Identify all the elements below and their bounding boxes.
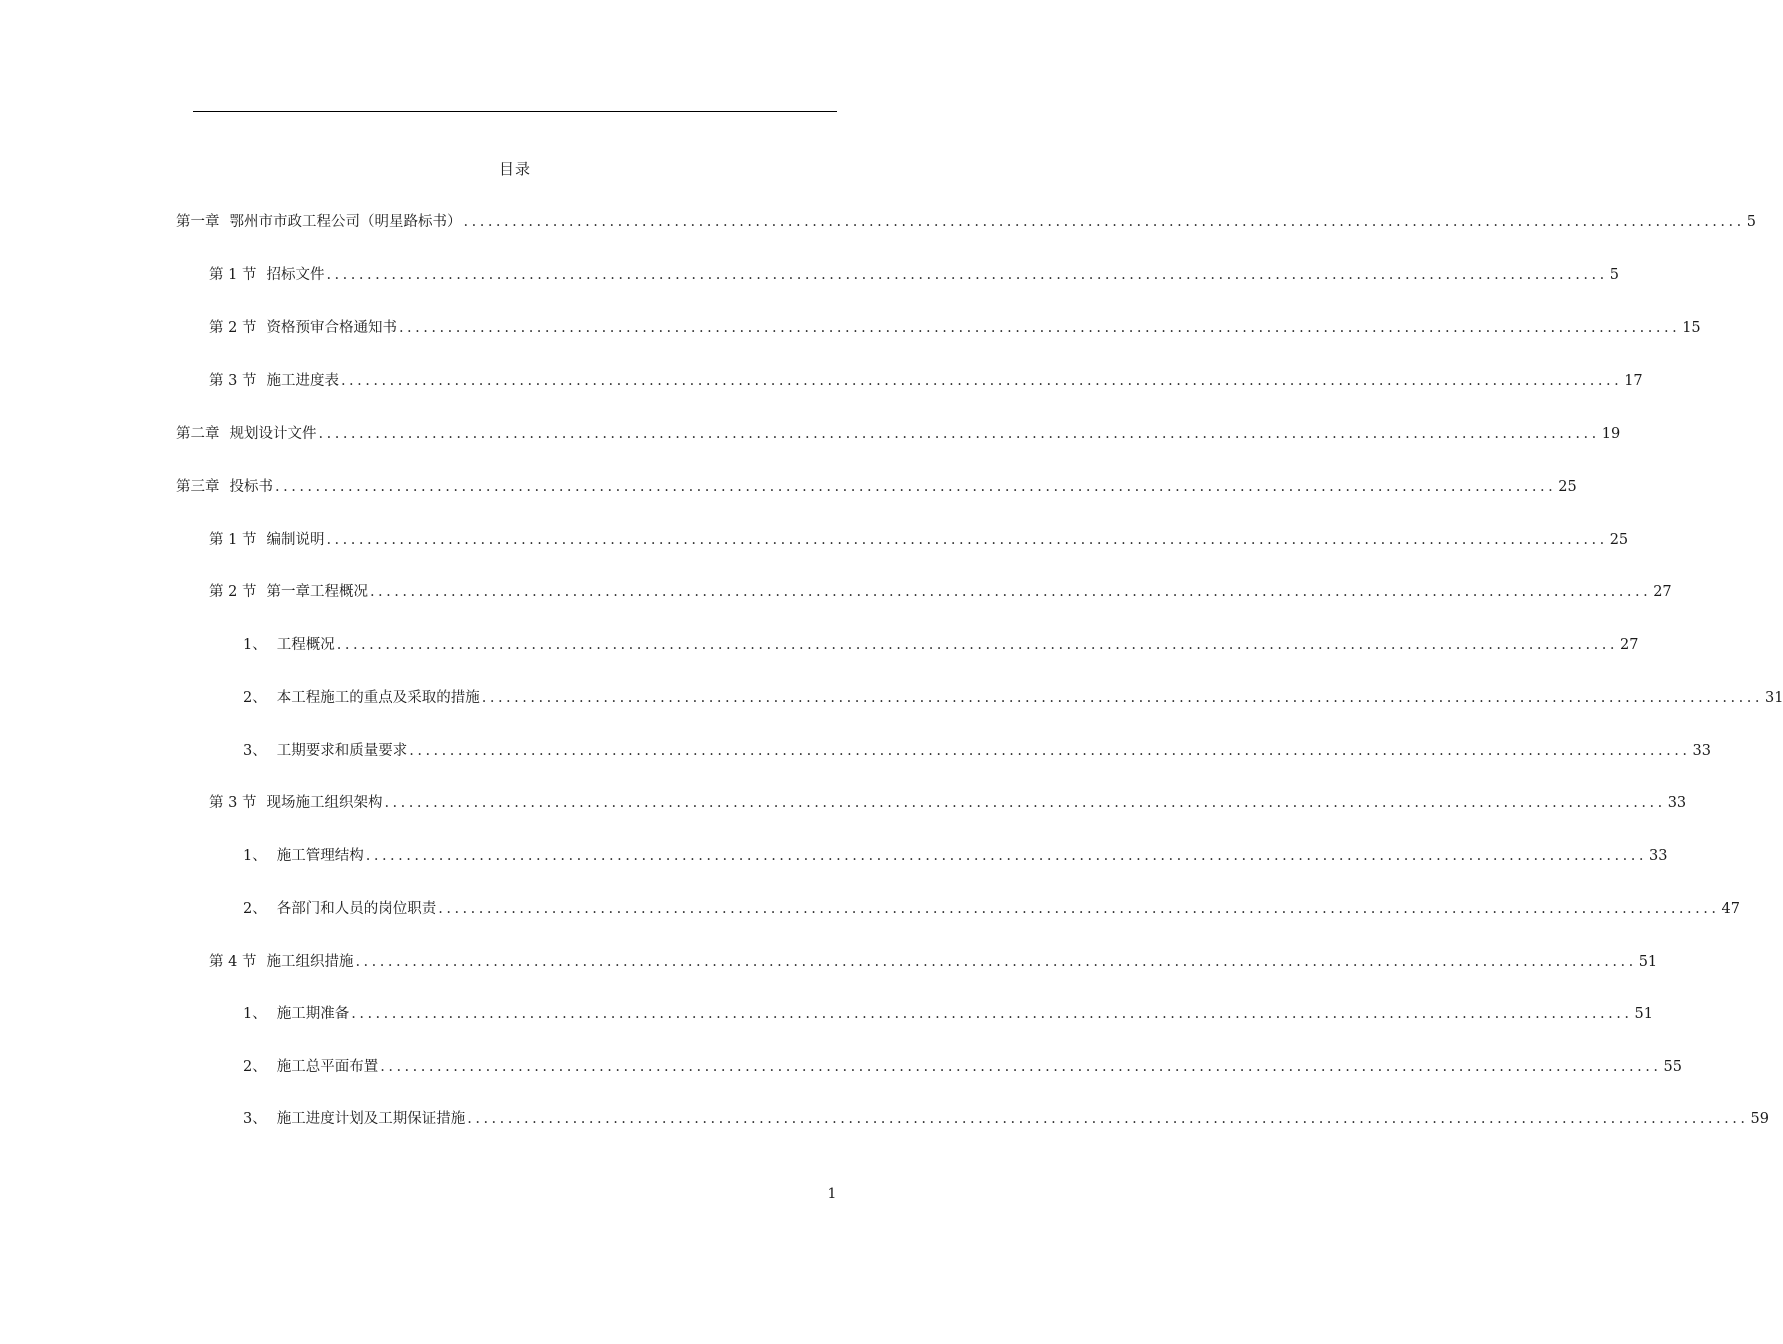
toc-entry-subsection[interactable]: 2、 各部门和人员的岗位职责 .............................................................................................................................................................. 47 (243, 898, 854, 920)
toc-leader-dots: .............................................................................................................................................................. (481, 690, 1763, 706)
toc-entry-section[interactable]: 第 1 节 招标文件 .............................................................................................................................................................. 5 (209, 264, 854, 286)
toc-entry-number: 1、 (243, 637, 267, 653)
toc-leader-dots: .............................................................................................................................................................. (326, 532, 1608, 548)
toc-entry-title: 工期要求和质量要求 (276, 743, 408, 759)
toc-leader-dots: .............................................................................................................................................................. (351, 1006, 1633, 1022)
toc-entry-subsection[interactable]: 1、 工程概况 .............................................................................................................................................................. 27 (243, 634, 854, 656)
toc-entry-title: 现场施工组织架构 (266, 795, 383, 811)
toc-entry-title: 第一章工程概况 (266, 584, 368, 600)
toc-entry-number: 3、 (243, 1111, 267, 1127)
toc-entry-number: 第 3 节 (209, 373, 257, 389)
toc-leader-dots: .............................................................................................................................................................. (340, 373, 1623, 389)
toc-entry-number: 2、 (243, 690, 267, 706)
toc-entry-number: 3、 (243, 743, 267, 759)
toc-leader-dots: .............................................................................................................................................................. (438, 901, 1720, 917)
toc-entry-subsection[interactable]: 1、 施工管理结构 .............................................................................................................................................................. 33 (243, 845, 854, 867)
toc-entry-number: 第 3 节 (209, 795, 257, 811)
toc-entry-section[interactable]: 第 3 节 现场施工组织架构 .............................................................................................................................................................. 33 (209, 792, 854, 814)
toc-entry-subsection[interactable]: 1、 施工期准备 .............................................................................................................................................................. 51 (243, 1003, 854, 1025)
toc-leader-dots: .............................................................................................................................................................. (384, 795, 1666, 811)
toc-entry-title: 施工期准备 (276, 1006, 350, 1022)
toc-entry-section[interactable]: 第 2 节 资格预审合格通知书 .............................................................................................................................................................. 15 (209, 317, 854, 339)
toc-leader-dots: .............................................................................................................................................................. (467, 1111, 1749, 1127)
toc-entry-section[interactable]: 第 2 节 第一章工程概况 .............................................................................................................................................................. 27 (209, 581, 854, 603)
toc-entry-chapter-2[interactable]: 第二章 规划设计文件 .............................................................................................................................................................. 19 (176, 423, 854, 445)
toc-leader-dots: .............................................................................................................................................................. (355, 954, 1637, 970)
toc-entry-subsection[interactable]: 2、 本工程施工的重点及采取的措施 .............................................................................................................................................................. 31 (243, 687, 854, 709)
toc-leader-dots: .............................................................................................................................................................. (463, 214, 1745, 230)
toc-entry-title: 鄂州市市政工程公司（明星路标书） (229, 214, 462, 230)
toc-entry-title: 本工程施工的重点及采取的措施 (276, 690, 480, 706)
toc-entry-number: 第 1 节 (209, 267, 257, 283)
toc-entry-title: 施工进度表 (266, 373, 339, 389)
toc-entry-number: 2、 (243, 1059, 267, 1075)
header-rule (193, 111, 837, 112)
toc-entry-title: 编制说明 (266, 532, 325, 548)
toc-leader-dots: .............................................................................................................................................................. (318, 426, 1600, 442)
toc-entry-title: 施工进度计划及工期保证措施 (276, 1111, 466, 1127)
toc-entry-section[interactable]: 第 1 节 编制说明 .............................................................................................................................................................. 25 (209, 529, 854, 551)
toc-leader-dots: .............................................................................................................................................................. (369, 584, 1652, 600)
toc-entry-section[interactable]: 第 3 节 施工进度表 .............................................................................................................................................................. 17 (209, 370, 854, 392)
toc-entry-title: 施工总平面布置 (276, 1059, 379, 1075)
toc-entry-number: 第 2 节 (209, 584, 257, 600)
toc-entry-chapter-1[interactable]: 第一章 鄂州市市政工程公司（明星路标书） .............................................................................................................................................................. 5 (176, 211, 854, 233)
toc-entry-subsection[interactable]: 3、 施工进度计划及工期保证措施 .............................................................................................................................................................. 59 (243, 1108, 854, 1130)
toc-leader-dots: .............................................................................................................................................................. (398, 320, 1681, 336)
toc-entry-number: 第 2 节 (209, 320, 257, 336)
toc-entry-number: 2、 (243, 901, 267, 917)
toc-entry-title: 投标书 (229, 479, 273, 495)
toc-leader-dots: .............................................................................................................................................................. (275, 479, 1557, 495)
toc-leader-dots: .............................................................................................................................................................. (326, 267, 1608, 283)
toc-title: 目录 (498, 160, 531, 178)
toc-entry-number: 第二章 (176, 426, 220, 442)
toc-entry-chapter-3[interactable]: 第三章 投标书 .............................................................................................................................................................. 25 (176, 476, 854, 498)
toc-entry-title: 招标文件 (266, 267, 325, 283)
toc-entry-subsection[interactable]: 3、 工期要求和质量要求 .............................................................................................................................................................. 33 (243, 740, 854, 762)
toc-leader-dots: .............................................................................................................................................................. (380, 1059, 1662, 1075)
toc-entry-title: 资格预审合格通知书 (266, 320, 397, 336)
toc-entry-title: 施工管理结构 (276, 848, 364, 864)
toc-entry-number: 第一章 (176, 214, 220, 230)
toc-entry-number: 1、 (243, 1006, 267, 1022)
toc-entry-title: 各部门和人员的岗位职责 (276, 901, 437, 917)
toc-entry-subsection[interactable]: 2、 施工总平面布置 .............................................................................................................................................................. 55 (243, 1056, 854, 1078)
toc-entry-title: 工程概况 (276, 637, 335, 653)
toc-entry-section[interactable]: 第 4 节 施工组织措施 .............................................................................................................................................................. 51 (209, 951, 854, 973)
toc-entry-number: 第三章 (176, 479, 220, 495)
toc-entry-title: 施工组织措施 (266, 954, 354, 970)
toc-leader-dots: .............................................................................................................................................................. (365, 848, 1647, 864)
toc-entry-number: 第 1 节 (209, 532, 257, 548)
toc-leader-dots: .............................................................................................................................................................. (336, 637, 1618, 653)
toc-entry-number: 1、 (243, 848, 267, 864)
toc-entry-title: 规划设计文件 (229, 426, 317, 442)
page-number: 1 (827, 1186, 837, 1202)
toc-leader-dots: .............................................................................................................................................................. (409, 743, 1691, 759)
toc-entry-number: 第 4 节 (209, 954, 257, 970)
